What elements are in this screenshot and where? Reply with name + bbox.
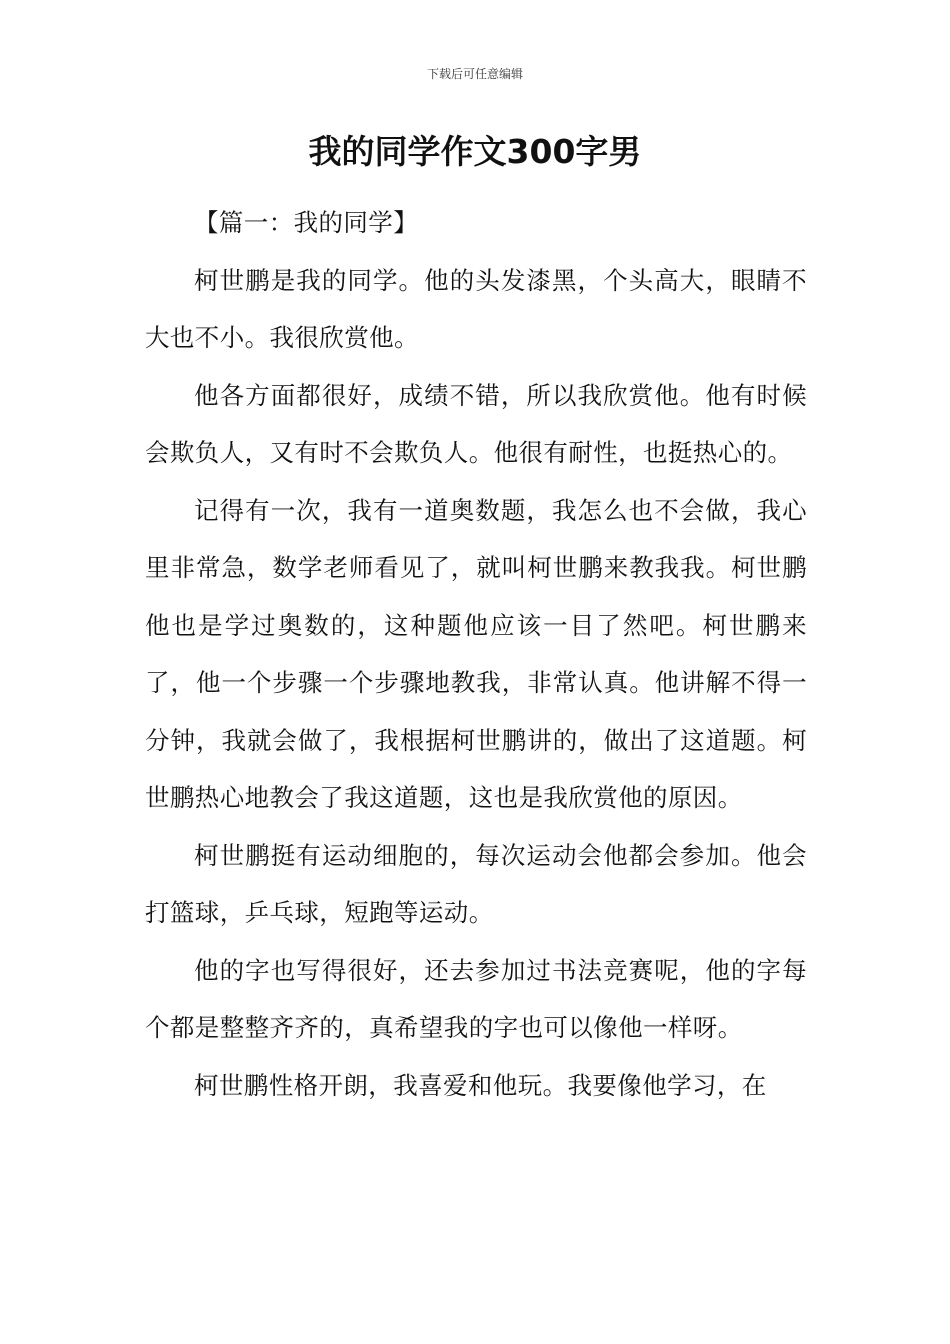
paragraph-2: 他各方面都很好，成绩不错，所以我欣赏他。他有时候会欺负人，又有时不会欺负人。他很有耐性，也挺热心的。 — [145, 380, 807, 467]
paragraph-5: 他的字也写得很好，还去参加过书法竞赛呢，他的字每个都是整整齐齐的，真希望我的字也可以像他一样呀。 — [145, 955, 807, 1042]
paragraph-3: 记得有一次，我有一道奥数题，我怎么也不会做，我心里非常急，数学老师看见了，就叫柯世鹏来教我我。柯世鹏他也是学过奥数的，这种题他应该一目了然吧。柯世鹏来了，他一个步骤一个步骤地教我，非常认真。他讲解不得一分钟，我就会做了，我根据柯世鹏讲的，做出了这道题。柯世鹏热心地教会了我这道题，这也是我欣赏他的原因。 — [145, 495, 807, 812]
document-body — [145, 194, 807, 1114]
header-note: 下载后可任意编辑 — [426, 67, 523, 81]
section-heading: 【篇一：我的同学】 — [194, 208, 419, 237]
paragraph-4: 柯世鹏挺有运动细胞的，每次运动会他都会参加。他会打篮球，乒乓球，短跑等运动。 — [145, 840, 807, 927]
paragraph-1: 柯世鹏是我的同学。他的头发漆黑，个头高大，眼睛不大也不小。我很欣赏他。 — [145, 265, 807, 352]
document-title: 我的同学作文300字男 — [308, 132, 642, 171]
paragraph-6: 柯世鹏性格开朗，我喜爱和他玩。我要像他学习，在 — [194, 1070, 767, 1100]
